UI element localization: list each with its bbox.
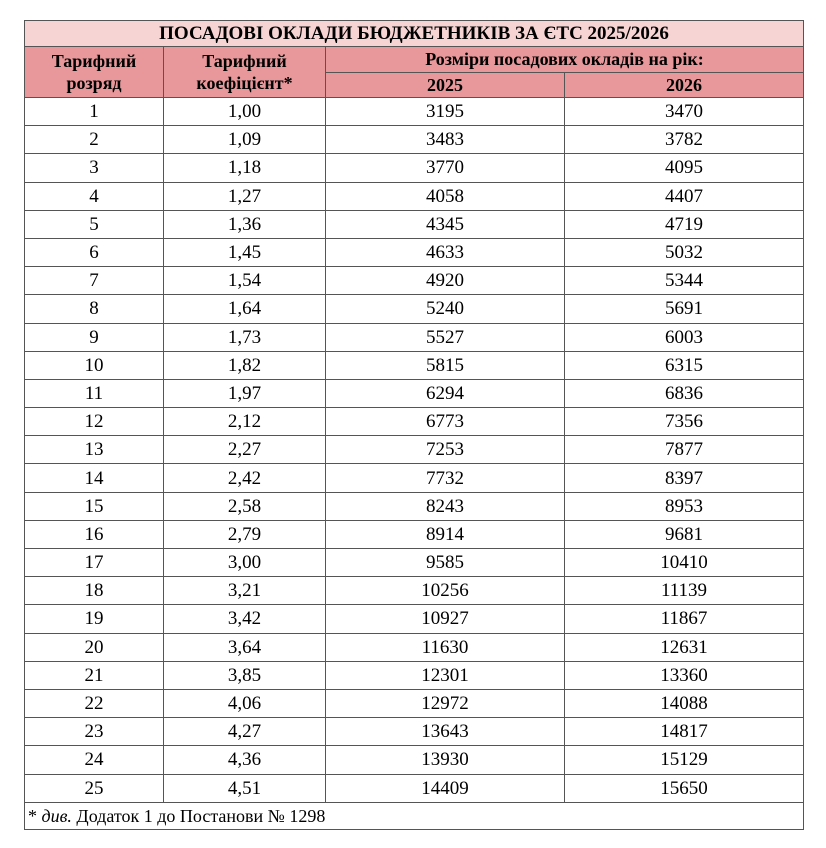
cell-salary-2026: 8397	[565, 464, 804, 492]
table-body	[25, 98, 804, 803]
cell-salary-2025: 8243	[326, 492, 565, 520]
table-row	[25, 689, 804, 717]
cell-salary-2026: 13360	[565, 661, 804, 689]
cell-salary-2025: 10927	[326, 605, 565, 633]
cell-salary-2026: 5691	[565, 295, 804, 323]
cell-coefficient: 3,64	[164, 633, 326, 661]
cell-salary-2026: 3782	[565, 126, 804, 154]
cell-grade: 23	[25, 718, 164, 746]
footnote-italic: див.	[41, 805, 72, 826]
table-row	[25, 379, 804, 407]
cell-grade: 21	[25, 661, 164, 689]
cell-salary-2026: 4095	[565, 154, 804, 182]
cell-grade: 13	[25, 436, 164, 464]
cell-coefficient: 1,82	[164, 351, 326, 379]
cell-salary-2025: 4633	[326, 238, 565, 266]
cell-coefficient: 1,18	[164, 154, 326, 182]
cell-salary-2026: 10410	[565, 549, 804, 577]
table-row	[25, 351, 804, 379]
table-row	[25, 520, 804, 548]
footnote-mark: *	[28, 805, 37, 826]
table-row	[25, 295, 804, 323]
cell-coefficient: 2,42	[164, 464, 326, 492]
cell-grade: 9	[25, 323, 164, 351]
header-year-2025: 2025	[326, 72, 565, 98]
cell-coefficient: 2,79	[164, 520, 326, 548]
cell-grade: 3	[25, 154, 164, 182]
cell-grade: 5	[25, 210, 164, 238]
cell-grade: 1	[25, 98, 164, 126]
header-year-2026: 2026	[565, 72, 804, 98]
cell-salary-2026: 15129	[565, 746, 804, 774]
cell-coefficient: 2,12	[164, 408, 326, 436]
cell-coefficient: 2,27	[164, 436, 326, 464]
table-row	[25, 492, 804, 520]
table-row	[25, 408, 804, 436]
cell-coefficient: 3,00	[164, 549, 326, 577]
cell-coefficient: 4,27	[164, 718, 326, 746]
header-coef-line1: Тарифний	[202, 51, 287, 71]
table-row	[25, 238, 804, 266]
table-row	[25, 436, 804, 464]
cell-coefficient: 4,36	[164, 746, 326, 774]
cell-grade: 15	[25, 492, 164, 520]
cell-grade: 6	[25, 238, 164, 266]
cell-coefficient: 1,54	[164, 267, 326, 295]
table-row	[25, 464, 804, 492]
cell-salary-2026: 14817	[565, 718, 804, 746]
cell-salary-2026: 6003	[565, 323, 804, 351]
cell-salary-2026: 4407	[565, 182, 804, 210]
cell-salary-2026: 8953	[565, 492, 804, 520]
cell-coefficient: 1,45	[164, 238, 326, 266]
salary-table	[24, 20, 804, 830]
header-grade-line2: розряд	[66, 73, 122, 93]
cell-salary-2025: 3483	[326, 126, 565, 154]
cell-coefficient: 1,97	[164, 379, 326, 407]
cell-grade: 25	[25, 774, 164, 802]
cell-salary-2026: 11139	[565, 577, 804, 605]
cell-coefficient: 1,00	[164, 98, 326, 126]
cell-coefficient: 3,21	[164, 577, 326, 605]
cell-grade: 16	[25, 520, 164, 548]
header-salaries: Розміри посадових окладів на рік:	[326, 47, 804, 73]
table-row	[25, 323, 804, 351]
table-title: ПОСАДОВІ ОКЛАДИ БЮДЖЕТНИКІВ ЗА ЄТС 2025/2026	[25, 21, 804, 47]
table-row	[25, 126, 804, 154]
table-row	[25, 549, 804, 577]
header-coefficient	[164, 47, 326, 98]
cell-coefficient: 2,58	[164, 492, 326, 520]
cell-grade: 10	[25, 351, 164, 379]
cell-salary-2025: 5815	[326, 351, 565, 379]
cell-salary-2026: 5032	[565, 238, 804, 266]
cell-coefficient: 4,06	[164, 689, 326, 717]
cell-salary-2026: 7356	[565, 408, 804, 436]
cell-coefficient: 3,85	[164, 661, 326, 689]
cell-salary-2026: 14088	[565, 689, 804, 717]
cell-salary-2025: 13930	[326, 746, 565, 774]
table-row	[25, 605, 804, 633]
cell-coefficient: 3,42	[164, 605, 326, 633]
cell-grade: 20	[25, 633, 164, 661]
header-grade	[25, 47, 164, 98]
cell-grade: 12	[25, 408, 164, 436]
cell-coefficient: 1,36	[164, 210, 326, 238]
cell-salary-2025: 10256	[326, 577, 565, 605]
table-row	[25, 182, 804, 210]
cell-salary-2025: 11630	[326, 633, 565, 661]
cell-grade: 17	[25, 549, 164, 577]
cell-salary-2025: 4058	[326, 182, 565, 210]
cell-salary-2025: 3770	[326, 154, 565, 182]
cell-grade: 7	[25, 267, 164, 295]
cell-salary-2025: 4345	[326, 210, 565, 238]
cell-salary-2026: 7877	[565, 436, 804, 464]
cell-salary-2026: 3470	[565, 98, 804, 126]
cell-salary-2026: 6315	[565, 351, 804, 379]
cell-coefficient: 1,73	[164, 323, 326, 351]
cell-coefficient: 1,64	[164, 295, 326, 323]
cell-grade: 19	[25, 605, 164, 633]
table-row	[25, 154, 804, 182]
table-row	[25, 577, 804, 605]
cell-coefficient: 1,09	[164, 126, 326, 154]
cell-grade: 24	[25, 746, 164, 774]
cell-grade: 8	[25, 295, 164, 323]
cell-salary-2025: 7253	[326, 436, 565, 464]
cell-coefficient: 4,51	[164, 774, 326, 802]
table-row	[25, 661, 804, 689]
cell-salary-2026: 11867	[565, 605, 804, 633]
cell-salary-2025: 6773	[326, 408, 565, 436]
cell-grade: 18	[25, 577, 164, 605]
cell-grade: 11	[25, 379, 164, 407]
cell-salary-2025: 13643	[326, 718, 565, 746]
cell-grade: 14	[25, 464, 164, 492]
table-row	[25, 267, 804, 295]
cell-salary-2025: 3195	[326, 98, 565, 126]
cell-salary-2025: 4920	[326, 267, 565, 295]
cell-salary-2026: 5344	[565, 267, 804, 295]
table-row	[25, 774, 804, 802]
cell-salary-2026: 4719	[565, 210, 804, 238]
table-row	[25, 633, 804, 661]
footnote	[25, 802, 804, 829]
cell-salary-2025: 6294	[326, 379, 565, 407]
cell-grade: 4	[25, 182, 164, 210]
cell-salary-2025: 12301	[326, 661, 565, 689]
table-row	[25, 210, 804, 238]
cell-salary-2025: 5527	[326, 323, 565, 351]
cell-grade: 22	[25, 689, 164, 717]
cell-salary-2025: 14409	[326, 774, 565, 802]
cell-salary-2026: 6836	[565, 379, 804, 407]
cell-coefficient: 1,27	[164, 182, 326, 210]
table-row	[25, 746, 804, 774]
cell-grade: 2	[25, 126, 164, 154]
cell-salary-2025: 12972	[326, 689, 565, 717]
cell-salary-2025: 7732	[326, 464, 565, 492]
cell-salary-2025: 5240	[326, 295, 565, 323]
table-row	[25, 98, 804, 126]
header-coef-line2: коефіцієнт*	[196, 73, 293, 93]
table-row	[25, 718, 804, 746]
footnote-text: Додаток 1 до Постанови № 1298	[76, 805, 326, 826]
cell-salary-2025: 9585	[326, 549, 565, 577]
cell-salary-2026: 9681	[565, 520, 804, 548]
cell-salary-2026: 15650	[565, 774, 804, 802]
cell-salary-2026: 12631	[565, 633, 804, 661]
cell-salary-2025: 8914	[326, 520, 565, 548]
header-grade-line1: Тарифний	[51, 51, 137, 71]
